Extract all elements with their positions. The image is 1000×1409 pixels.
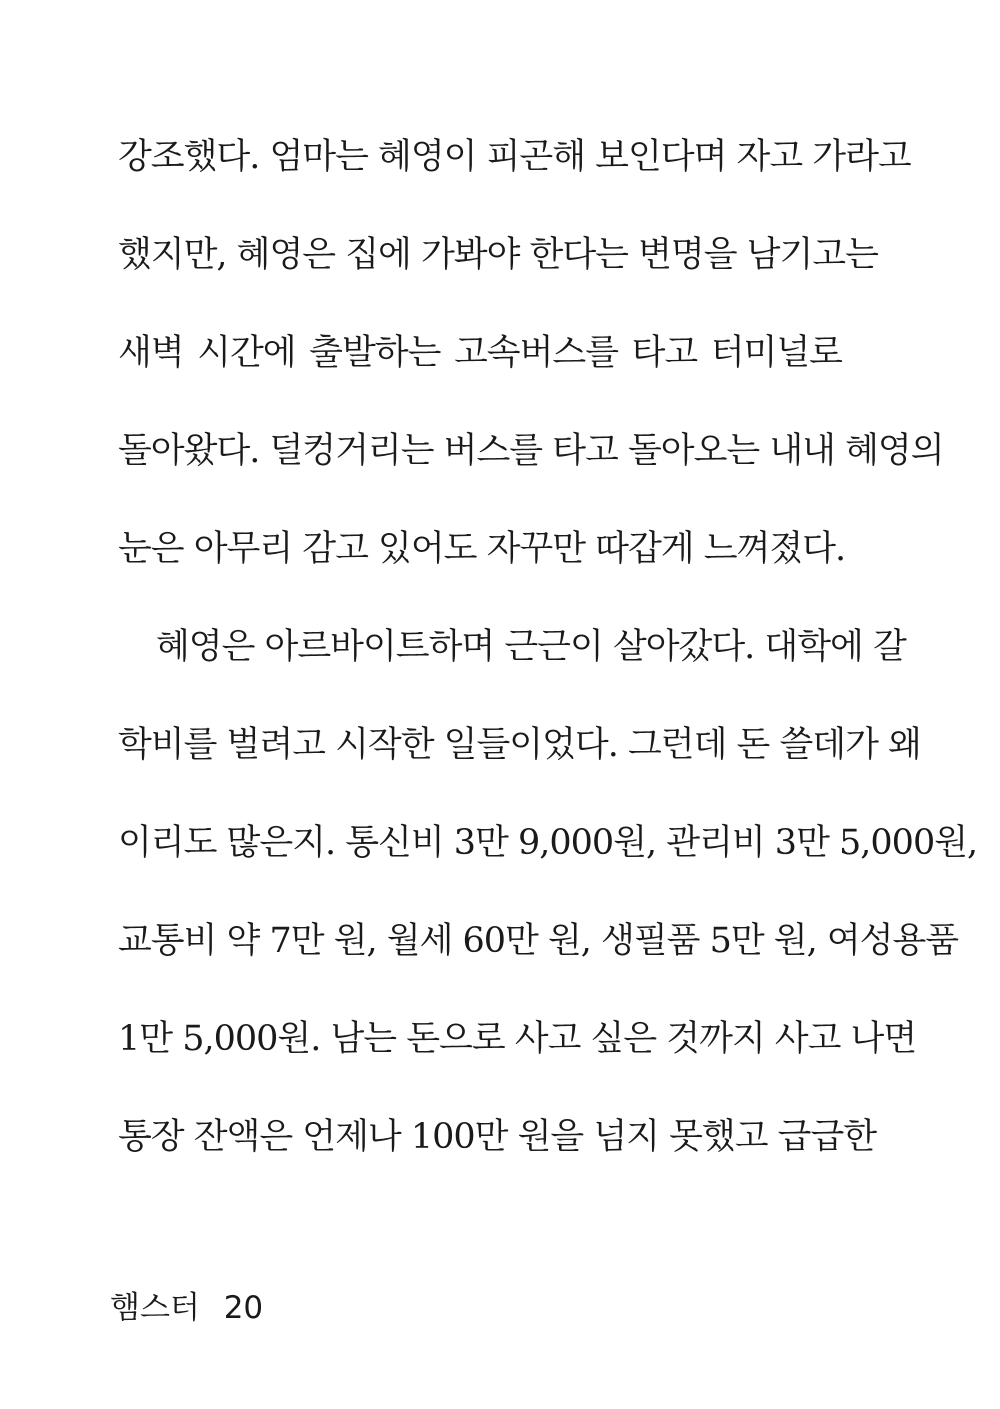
text-line: 교통비 약 7만 원, 월세 60만 원, 생필품 5만 원, 여성용품 xyxy=(118,921,959,961)
text-line: 강조했다. 엄마는 혜영이 피곤해 보인다며 자고 가라고 xyxy=(118,137,911,177)
page-footer xyxy=(110,1288,263,1328)
text-line: 했지만, 혜영은 집에 가봐야 한다는 변명을 남기고는 xyxy=(118,235,878,275)
body-text xyxy=(118,126,978,1204)
text-line: 통장 잔액은 언제나 100만 원을 넘지 못했고 급급한 xyxy=(118,1117,877,1157)
text-line: 새벽 시간에 출발하는 고속버스를 타고 터미널로 xyxy=(118,333,842,373)
text-line: 눈은 아무리 감고 있어도 자꾸만 따갑게 느껴졌다. xyxy=(118,529,846,569)
page-number: 20 xyxy=(223,1290,264,1326)
book-title: 햄스터 xyxy=(110,1290,200,1326)
text-line-paragraph-start: 혜영은 아르바이트하며 근근이 살아갔다. 대학에 갈 xyxy=(156,627,906,667)
text-line: 이리도 많은지. 통신비 3만 9,000원, 관리비 3만 5,000원, xyxy=(118,823,978,863)
text-line: 1만 5,000원. 남는 돈으로 사고 싶은 것까지 사고 나면 xyxy=(118,1019,917,1059)
text-line: 학비를 벌려고 시작한 일들이었다. 그런데 돈 쓸데가 왜 xyxy=(118,725,921,765)
text-line: 돌아왔다. 덜컹거리는 버스를 타고 돌아오는 내내 혜영의 xyxy=(118,431,944,471)
